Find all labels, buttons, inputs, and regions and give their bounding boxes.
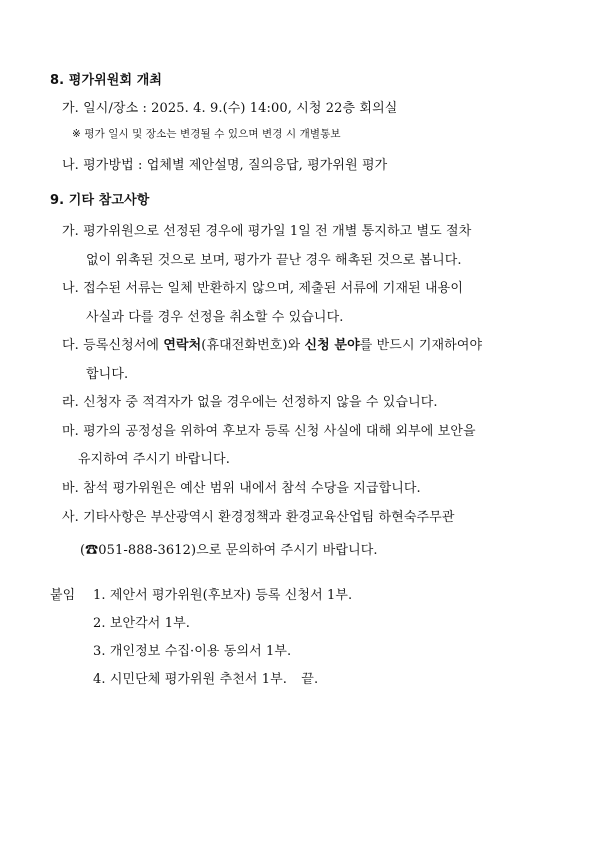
attachment-item-1: 1. 제안서 평가위원(후보자) 등록 신청서 1부. — [93, 588, 353, 603]
section-9-item-sa-line2: (☎051-888-3612)으로 문의하여 주시기 바랍니다. — [80, 543, 378, 558]
da-text-post: 를 반드시 기재하여야 — [359, 338, 483, 353]
da-text-pre: 다. 등록신청서에 — [62, 338, 164, 353]
section-8-item-na: 나. 평가방법 : 업체별 제안설명, 질의응답, 평가위원 평가 — [62, 158, 388, 173]
section-9-item-na-line2: 사실과 다를 경우 선정을 취소할 수 있습니다. — [86, 310, 344, 325]
attachment-item-4-text: 4. 시민단체 평가위원 추천서 1부. — [93, 672, 288, 687]
section-9-item-ma-line1: 마. 평가의 공정성을 위하여 후보자 등록 신청 사실에 대해 외부에 보안을 — [62, 424, 476, 439]
attachments-label: 붙임 — [50, 588, 76, 603]
section-9-item-sa-line1: 사. 기타사항은 부산광역시 환경정책과 환경교육산업팀 하현숙주무관 — [62, 510, 455, 525]
section-9-item-na-line1: 나. 접수된 서류는 일체 반환하지 않으며, 제출된 서류에 기재된 내용이 — [62, 281, 463, 296]
section-8-item-ga: 가. 일시/장소 : 2025. 4. 9.(수) 14:00, 시청 22층 회의실 — [62, 101, 398, 116]
section-8-note: ※ 평가 일시 및 장소는 변경될 수 있으며 변경 시 개별통보 — [72, 128, 341, 140]
section-9-item-ga-line2: 없이 위촉된 것으로 보며, 평가가 끝난 경우 해촉된 것으로 봅니다. — [86, 253, 462, 268]
da-bold-contact: 연락처 — [163, 338, 202, 353]
section-9-heading: 9. 기타 참고사항 — [50, 193, 150, 208]
section-9-item-ra: 라. 신청자 중 적격자가 없을 경우에는 선정하지 않을 수 있습니다. — [62, 395, 438, 410]
section-9-item-ba: 바. 참석 평가위원은 예산 범위 내에서 참석 수당을 지급합니다. — [62, 481, 421, 496]
attachment-item-3: 3. 개인정보 수집·이용 동의서 1부. — [93, 644, 292, 659]
attachment-item-4 — [93, 668, 318, 687]
section-9-item-da-line2: 합니다. — [86, 367, 129, 382]
section-9-item-da-line1 — [62, 334, 482, 353]
da-bold-field: 신청 분야 — [304, 338, 360, 353]
attachment-item-2: 2. 보안각서 1부. — [93, 616, 190, 631]
section-9-item-ma-line2: 유지하여 주시기 바랍니다. — [78, 452, 230, 467]
da-text-mid: (휴대전화번호)와 — [201, 338, 305, 353]
end-mark: 끝. — [301, 672, 319, 687]
section-8-heading: 8. 평가위원회 개최 — [50, 73, 163, 88]
section-9-item-ga-line1: 가. 평가위원으로 선정된 경우에 평가일 1일 전 개별 통지하고 별도 절차 — [62, 224, 472, 239]
